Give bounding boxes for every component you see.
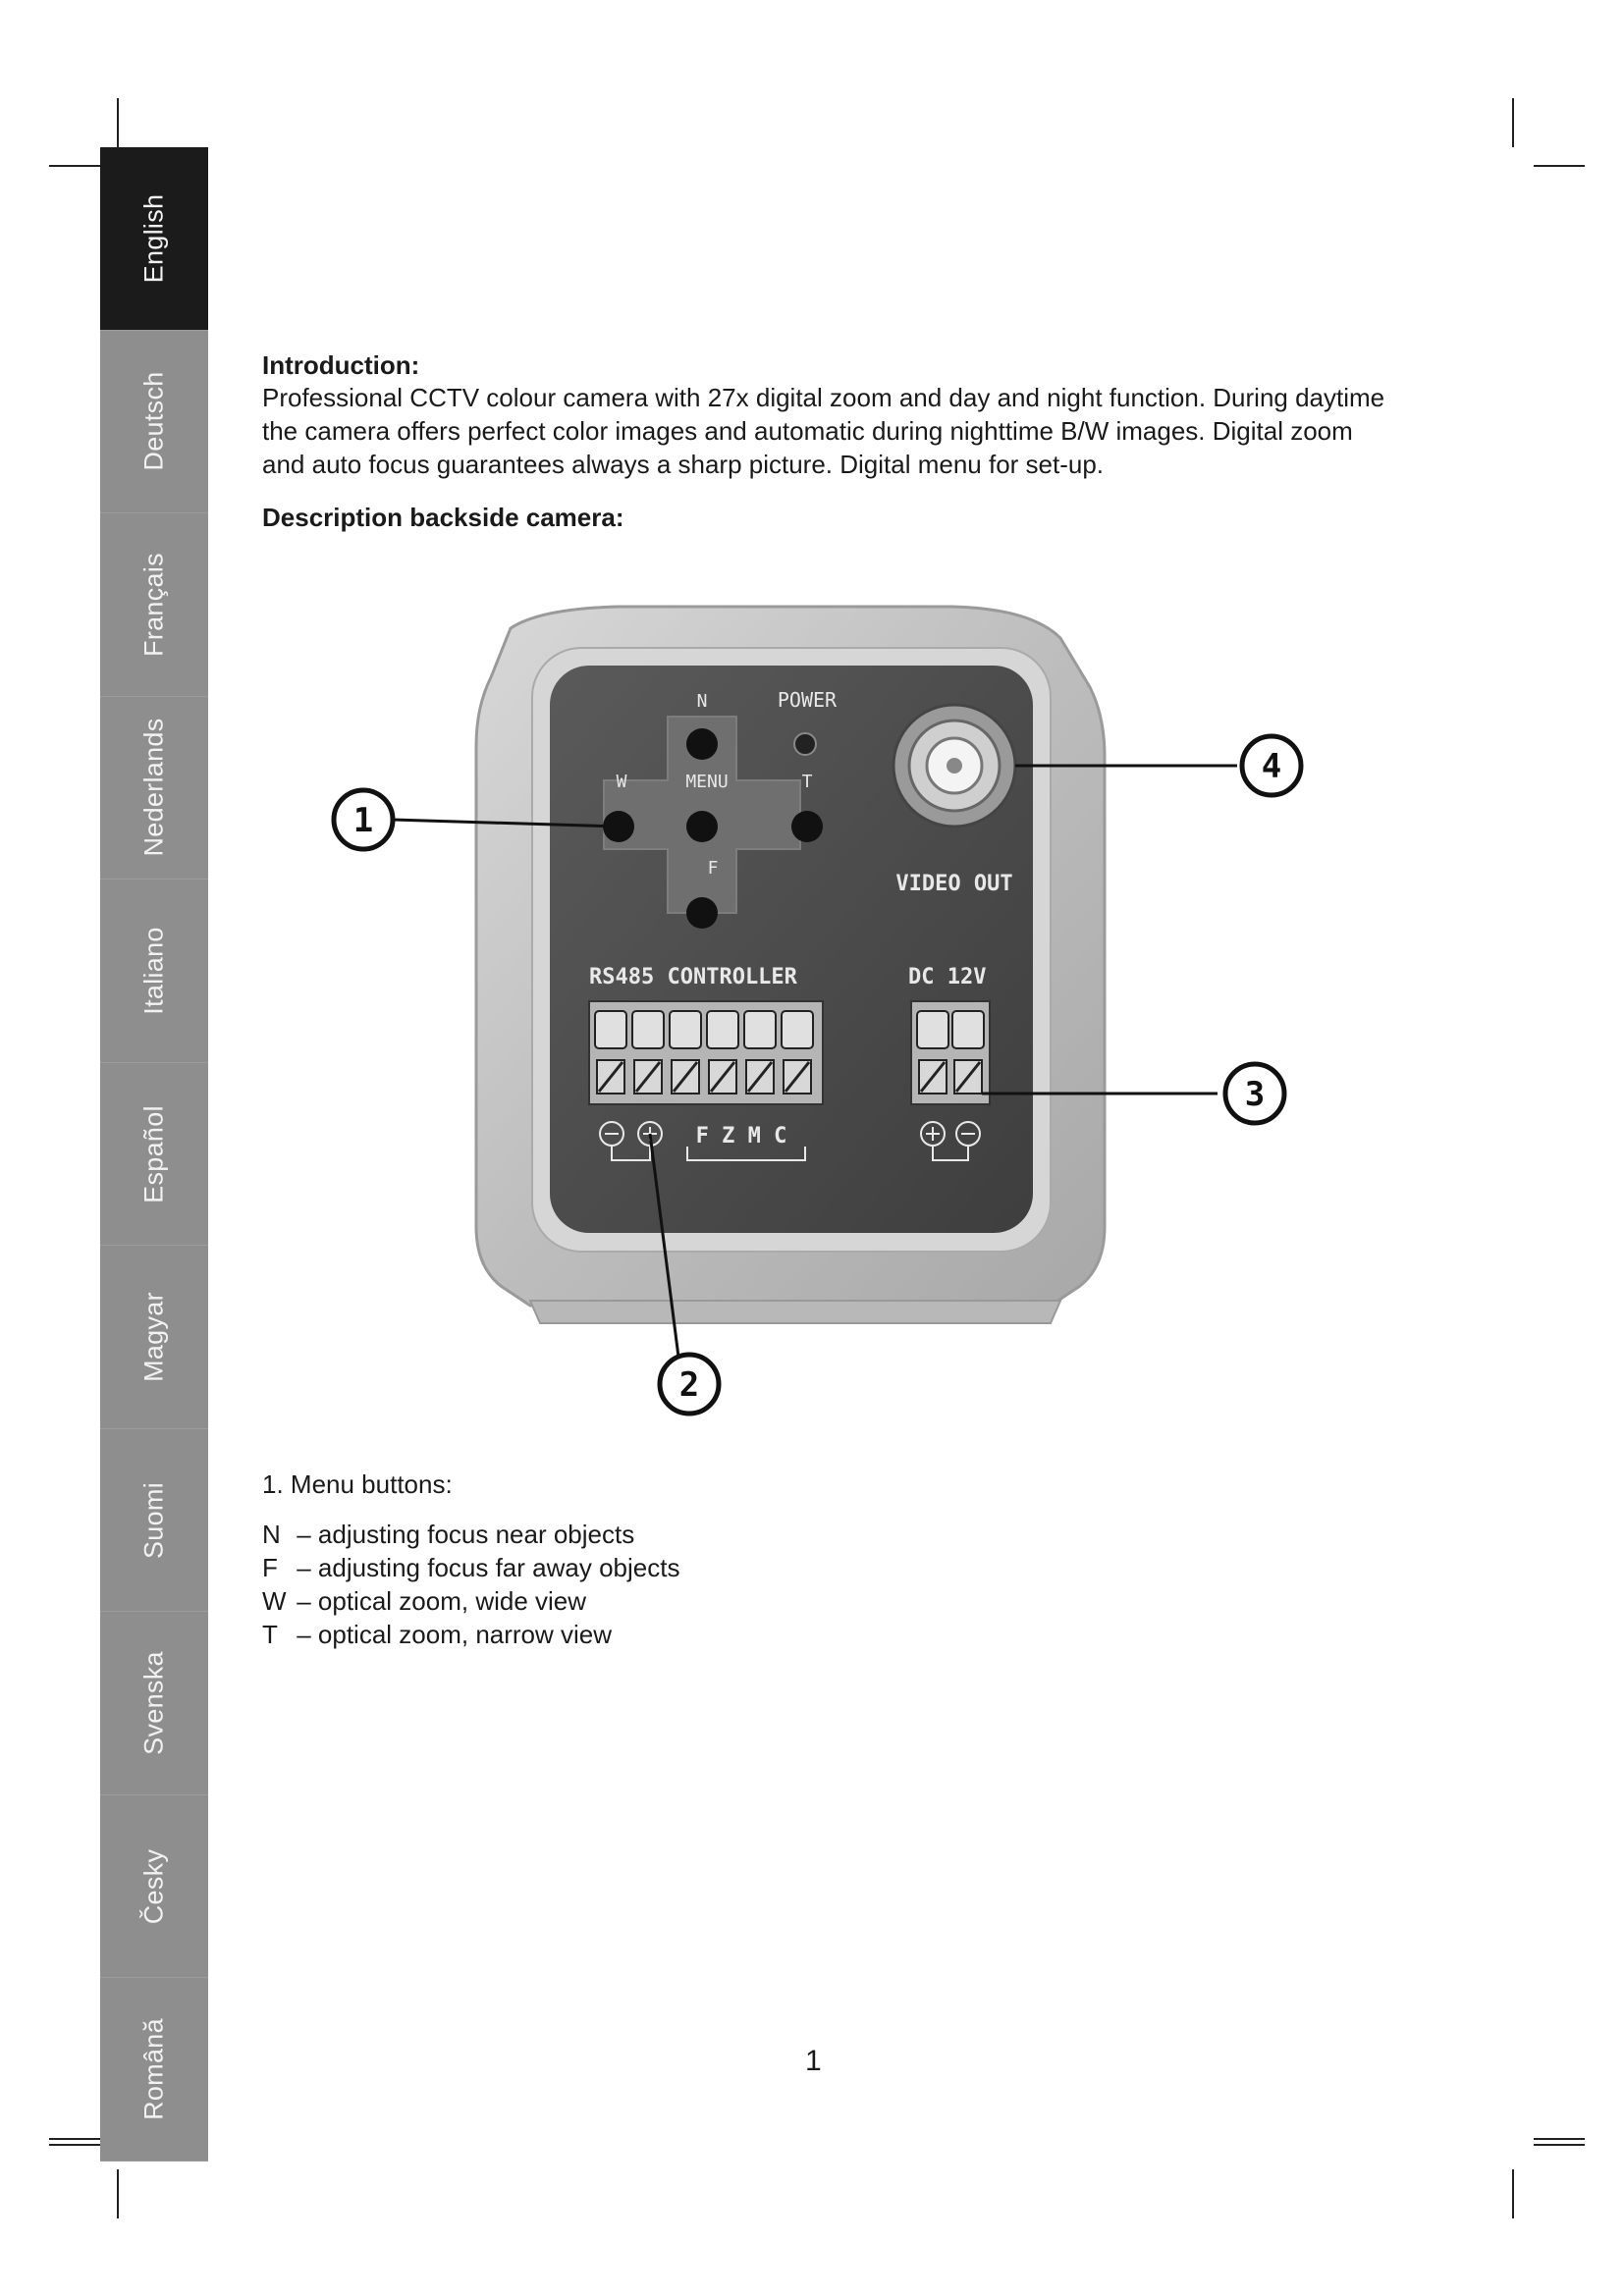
list-item	[262, 1518, 679, 1551]
callout-4	[1242, 736, 1301, 795]
list-item-text: – optical zoom, narrow view	[297, 1620, 613, 1649]
language-tab-svenska[interactable]	[100, 1612, 208, 1795]
language-tab-cesky[interactable]	[100, 1795, 208, 1979]
crop-mark	[1534, 2144, 1585, 2146]
list-item	[262, 1551, 679, 1584]
crop-mark	[117, 98, 119, 147]
backside-heading: Description backside camera:	[262, 503, 624, 532]
rs485-label: RS485 CONTROLLER	[589, 965, 797, 989]
language-tab-english[interactable]	[100, 147, 208, 331]
menu-buttons-list	[262, 1518, 679, 1651]
crop-mark	[117, 2169, 119, 2218]
list-item	[262, 1618, 679, 1651]
video-out-label: VIDEO OUT	[895, 872, 1013, 896]
list-item-key: W	[262, 1586, 287, 1616]
language-tab-label: Nederlands	[138, 718, 169, 857]
language-tab-magyar[interactable]	[100, 1246, 208, 1429]
rs485-terminal-block[interactable]	[589, 1001, 823, 1104]
language-tab-label: Suomi	[138, 1481, 169, 1559]
intro-heading: Introduction:	[262, 350, 420, 380]
language-tab-label: Română	[138, 2018, 169, 2121]
language-tab-deutsch[interactable]	[100, 331, 208, 514]
language-tab-italiano[interactable]	[100, 880, 208, 1063]
language-tab-label: Español	[138, 1104, 169, 1203]
list-item-key: T	[262, 1620, 278, 1649]
language-tab-label: English	[138, 193, 169, 284]
list-item-text: – optical zoom, wide view	[297, 1586, 587, 1616]
callout-3	[1225, 1064, 1284, 1123]
n-label: N	[696, 691, 708, 712]
svg-text:1: 1	[352, 801, 374, 840]
page-number: 1	[805, 2045, 822, 2077]
dc-label: DC 12V	[908, 965, 987, 989]
bnc-pin	[947, 758, 962, 774]
language-tab-espanol[interactable]	[100, 1063, 208, 1247]
menu-label: MENU	[685, 772, 729, 792]
language-tab-label: Svenska	[138, 1651, 169, 1755]
language-tab-label: Magyar	[138, 1292, 169, 1382]
crop-mark	[1534, 165, 1585, 167]
power-led	[794, 733, 816, 755]
crop-mark	[49, 165, 100, 167]
w-label: W	[616, 772, 627, 792]
n-button[interactable]	[686, 728, 718, 760]
language-tab-label: Français	[138, 552, 169, 657]
camera-fins	[530, 1301, 1060, 1323]
list-item-text: – adjusting focus far away objects	[297, 1553, 680, 1582]
camera-backside-illustration	[304, 579, 1335, 1443]
language-sidebar	[100, 147, 208, 2162]
svg-text:2: 2	[678, 1365, 700, 1405]
t-button[interactable]	[791, 811, 823, 842]
callout-1	[334, 790, 393, 849]
f-button[interactable]	[686, 897, 718, 929]
f-label: F	[707, 858, 719, 879]
list-item-text: – adjusting focus near objects	[297, 1520, 635, 1549]
intro-text: Professional CCTV colour camera with 27x digital zoom and day and night function. During daytime the camera offers perfect color images and automatic during nighttime B/W images. Digital zoom and auto focus guarantees always a sharp picture. Digital menu for set-up.	[262, 383, 1385, 479]
terminal-function-labels: F Z M C	[695, 1124, 787, 1148]
power-label: POWER	[777, 688, 838, 712]
language-tab-label: Italiano	[138, 927, 169, 1015]
list-item	[262, 1584, 679, 1618]
menu-button[interactable]	[686, 811, 718, 842]
language-tab-suomi[interactable]	[100, 1429, 208, 1613]
camera-backside-figure	[304, 579, 1335, 1443]
callout-2	[660, 1355, 719, 1414]
menu-buttons-title: 1. Menu buttons:	[262, 1469, 453, 1499]
crop-mark	[1512, 2169, 1514, 2218]
language-tab-francais[interactable]	[100, 513, 208, 697]
svg-text:4: 4	[1261, 747, 1282, 786]
crop-mark	[49, 2144, 100, 2146]
list-item-key: N	[262, 1520, 281, 1549]
dc-terminal-block[interactable]	[911, 1001, 990, 1104]
list-item-key: F	[262, 1553, 278, 1582]
crop-mark	[49, 2138, 100, 2140]
crop-mark	[1534, 2138, 1585, 2140]
language-tab-label: Česky	[138, 1848, 169, 1924]
language-tab-romana[interactable]	[100, 1978, 208, 2162]
crop-mark	[1512, 98, 1514, 147]
language-tab-label: Deutsch	[138, 371, 169, 471]
svg-text:3: 3	[1244, 1075, 1266, 1114]
language-tab-nederlands[interactable]	[100, 697, 208, 881]
t-label: T	[801, 772, 813, 792]
